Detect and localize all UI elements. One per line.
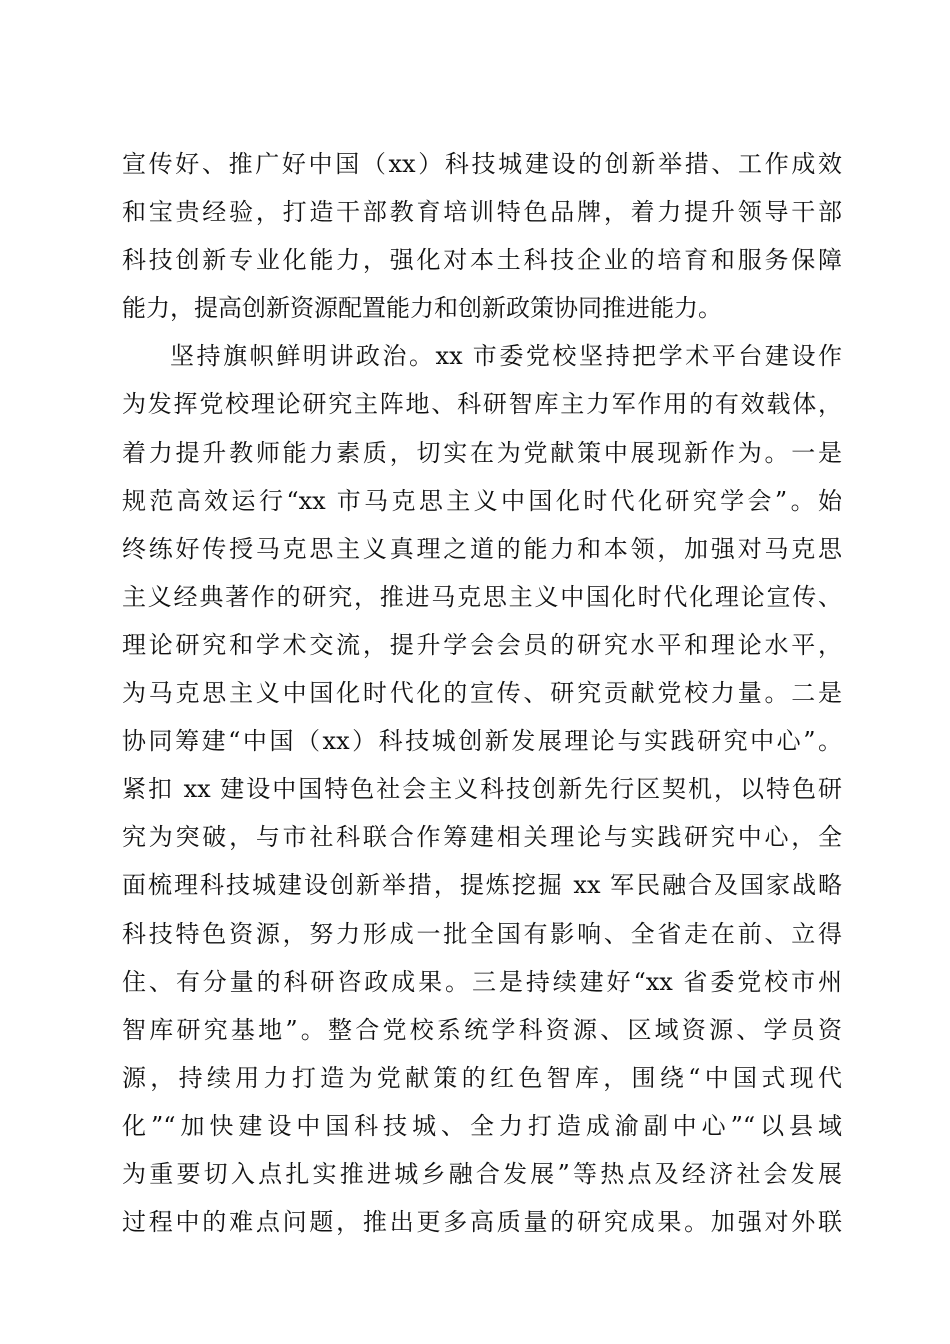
text-line: 能力，提高创新资源配置能力和创新政策协同推进能力。	[122, 294, 722, 323]
text-line: 为马克思主义中国化时代化的宣传、研究贡献党校力量。二是	[122, 679, 842, 708]
text-line: 理论研究和学术交流，提升学会会员的研究水平和理论水平，	[122, 630, 842, 659]
text-line: 协同筹建“中国（xx）科技城创新发展理论与实践研究中心”。	[122, 727, 842, 756]
text-line: 化”“加快建设中国科技城、全力打造成渝副中心”“以县域	[122, 1111, 842, 1140]
text-line: 为重要切入点扎实推进城乡融合发展”等热点及经济社会发展	[122, 1159, 842, 1188]
text-line: 住、有分量的科研咨政成果。三是持续建好“xx 省委党校市州	[122, 967, 842, 996]
text-line: 为发挥党校理论研究主阵地、科研智库主力军作用的有效载体，	[122, 390, 842, 419]
text-line: 源，持续用力打造为党献策的红色智库，围绕“中国式现代	[122, 1063, 842, 1092]
text-line: 过程中的难点问题，推出更多高质量的研究成果。加强对外联	[122, 1208, 842, 1237]
text-line: 着力提升教师能力素质，切实在为党献策中展现新作为。一是	[122, 438, 842, 467]
text-line: 面梳理科技城建设创新举措，提炼挖掘 xx 军民融合及国家战略	[122, 871, 842, 900]
text-line: 智库研究基地”。整合党校系统学科资源、区域资源、学员资	[122, 1015, 842, 1044]
text-line: 主义经典著作的研究，推进马克思主义中国化时代化理论宣传、	[122, 582, 842, 611]
text-line: 究为突破，与市社科联合作筹建相关理论与实践研究中心，全	[122, 823, 842, 852]
paragraph-start-line: 坚持旗帜鲜明讲政治。xx 市委党校坚持把学术平台建设作	[170, 342, 842, 371]
text-line: 规范高效运行“xx 市马克思主义中国化时代化研究学会”。始	[122, 486, 842, 515]
text-line: 终练好传授马克思主义真理之道的能力和本领，加强对马克思	[122, 534, 842, 563]
body-text	[122, 140, 842, 1246]
text-line: 科技创新专业化能力，强化对本土科技企业的培育和服务保障	[122, 246, 842, 275]
text-line: 科技特色资源，努力形成一批全国有影响、全省走在前、立得	[122, 919, 842, 948]
text-line: 宣传好、推广好中国（xx）科技城建设的创新举措、工作成效	[122, 150, 842, 178]
text-line: 和宝贵经验，打造干部教育培训特色品牌，着力提升领导干部	[122, 198, 842, 227]
text-line: 紧扣 xx 建设中国特色社会主义科技创新先行区契机，以特色研	[122, 775, 842, 804]
